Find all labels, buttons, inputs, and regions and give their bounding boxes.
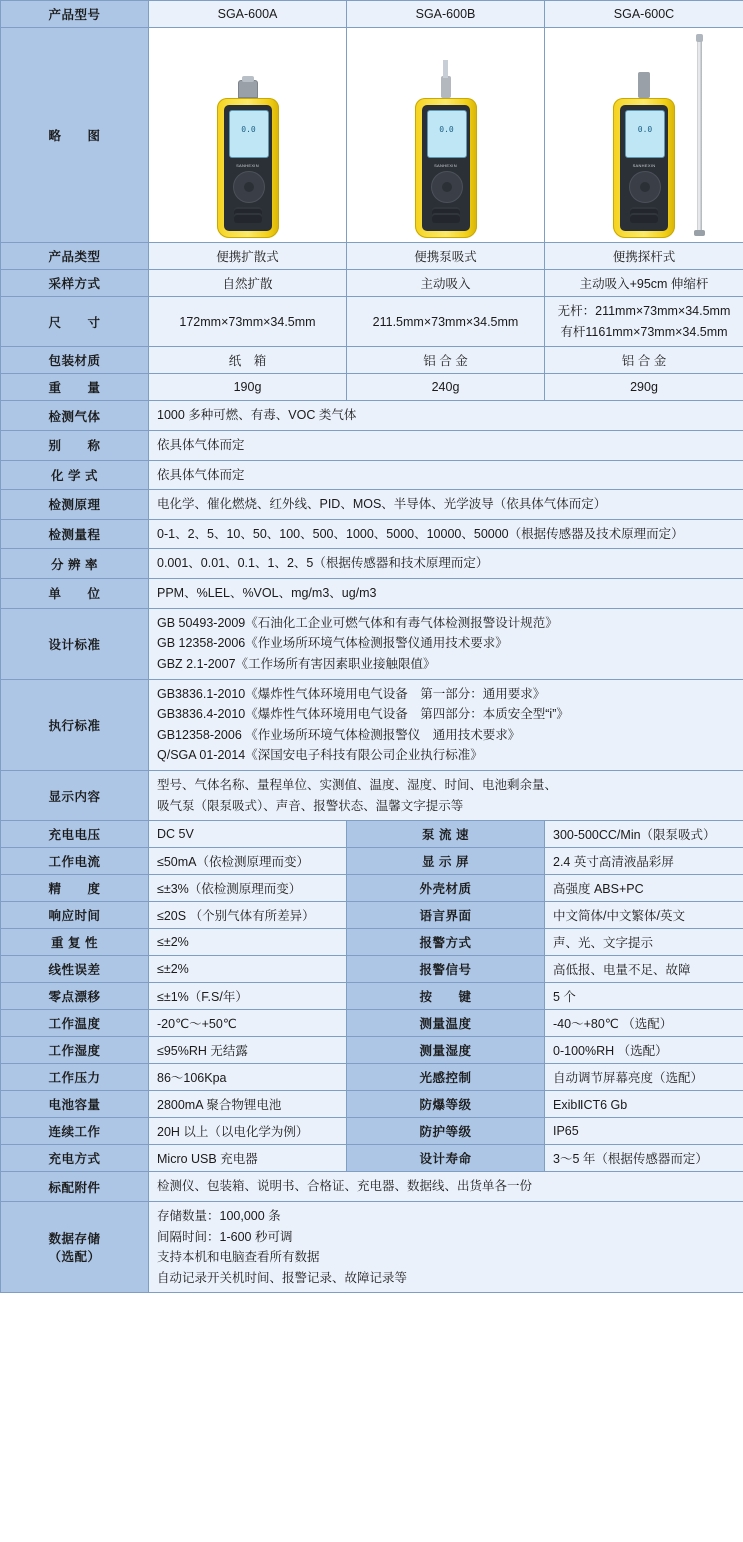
row-value: 依具体气体而定 [149,460,743,490]
brand-text-b: SANHEXIN [434,163,457,168]
table-row [1,549,743,579]
row-label: 尺 寸 [1,297,149,347]
product-image-b [347,28,545,243]
row-label-right: 外壳材质 [347,875,545,902]
row-value: 纸 箱 [149,347,347,374]
row-value: 1000 多种可燃、有毒、VOC 类气体 [149,401,743,431]
row-label-right: 报警方式 [347,929,545,956]
row-value: 便携扩散式 [149,243,347,270]
row-value: 型号、气体名称、量程单位、实测值、温度、湿度、时间、电池剩余量、 吸气泵（限泵吸式）、声音、报警状态、温馨文字提示等 [149,771,743,821]
row-label: 产品类型 [1,243,149,270]
table-row [1,848,743,875]
row-value-right: 高低报、电量不足、故障 [545,956,743,983]
row-label-left: 电池容量 [1,1091,149,1118]
table-row [1,679,743,771]
table-row [1,902,743,929]
table-row [1,519,743,549]
row-label-right: 测量湿度 [347,1037,545,1064]
table-row [1,460,743,490]
row-value: 0-1、2、5、10、50、100、500、1000、5000、10000、50000（根据传感器及技术原理而定） [149,519,743,549]
speaker-grill-a [234,207,262,223]
row-value: GB 50493-2009《石油化工企业可燃气体和有毒气体检测报警设计规范》 GB 12358-2006《作业场所环境气体检测报警仪通用技术要求》 GBZ 2.1-2007《工作场所有害因素职业接触限值》 [149,608,743,679]
row-value: 190g [149,374,347,401]
table-row [1,983,743,1010]
row-value-right: 高强度 ABS+PC [545,875,743,902]
row-value-right: 2.4 英寸高清液晶彩屏 [545,848,743,875]
table-row [1,1010,743,1037]
extension-probe-icon [697,38,702,234]
row-label-left: 零点漂移 [1,983,149,1010]
device-screen-a [229,110,269,158]
row-value: 240g [347,374,545,401]
device-probe [612,98,676,238]
row-label-left: 连续工作 [1,1118,149,1145]
row-label: 检测原理 [1,490,149,520]
row-value: 便携探杆式 [545,243,743,270]
pump-nozzle-icon [441,76,451,98]
row-label-right: 防护等级 [347,1118,545,1145]
row-label-left: 线性误差 [1,956,149,983]
row-label-left: 工作湿度 [1,1037,149,1064]
row-value-right: 声、光、文字提示 [545,929,743,956]
table-row [1,821,743,848]
table-row [1,374,743,401]
row-label-left: 重 复 性 [1,929,149,956]
row-value: 便携泵吸式 [347,243,545,270]
row-value: GB3836.1-2010《爆炸性气体环境用电气设备 第一部分：通用要求》 GB3836.4-2010《爆炸性气体环境用电气设备 第四部分：本质安全型“i”》 GB12358-2006 《作业场所环境气体检测报警仪 通用技术要求》 Q/SGA 01-2014《深国安电子科技有限公司企业执行标准》 [149,679,743,771]
table-row [1,1091,743,1118]
row-label-left: 工作压力 [1,1064,149,1091]
row-value-left: ≤95%RH 无结露 [149,1037,347,1064]
table-row [1,430,743,460]
brand-text-a: SANHEXIN [236,163,259,168]
row-value-left: ≤±2% [149,929,347,956]
keypad-icon-a [233,171,265,203]
table-row [1,875,743,902]
row-label: 重 量 [1,374,149,401]
row-value-right: IP65 [545,1118,743,1145]
product-image-a [149,28,347,243]
table-row [1,771,743,821]
model-c: SGA-600C [545,1,743,28]
table-row [1,401,743,431]
screen-reading-a: 0.0 [241,125,256,134]
screen-reading-b: 0.0 [439,125,454,134]
row-label-left: 精 度 [1,875,149,902]
speaker-grill-b [432,207,460,223]
row-value: 铝 合 金 [347,347,545,374]
table-row-images [1,28,743,243]
probe-nozzle-icon [638,72,650,98]
product-image-c [545,28,743,243]
row-value-right: 自动调节屏幕亮度（选配） [545,1064,743,1091]
row-value: PPM、%LEL、%VOL、mg/m3、ug/m3 [149,579,743,609]
row-label-left: 工作电流 [1,848,149,875]
row-label-right: 光感控制 [347,1064,545,1091]
table-row [1,929,743,956]
screen-reading-c: 0.0 [637,125,653,134]
row-label-sketch: 略 图 [1,28,149,243]
row-label: 采样方式 [1,270,149,297]
row-value-left: Micro USB 充电器 [149,1145,347,1172]
row-label: 单 位 [1,579,149,609]
table-row [1,579,743,609]
table-row [1,1037,743,1064]
row-label-right: 泵 流 速 [347,821,545,848]
row-label: 执行标准 [1,679,149,771]
speaker-grill-c [630,207,658,223]
row-label: 数据存储 （选配） [1,1201,149,1293]
row-label: 化 学 式 [1,460,149,490]
row-value-right: -40～+80℃ （选配） [545,1010,743,1037]
row-value: 主动吸入 [347,270,545,297]
sensor-cap-icon [238,80,258,98]
row-label: 检测量程 [1,519,149,549]
row-value-left: 86～106Kpa [149,1064,347,1091]
row-value: 主动吸入+95cm 伸缩杆 [545,270,743,297]
row-label: 包装材质 [1,347,149,374]
row-label-right: 测量温度 [347,1010,545,1037]
row-value: 检测仪、包装箱、说明书、合格证、充电器、数据线、出货单各一份 [149,1172,743,1202]
row-label-right: 报警信号 [347,956,545,983]
table-row [1,1145,743,1172]
row-value: 无杆：211mm×73mm×34.5mm 有杆1161mm×73mm×34.5mm [545,297,743,347]
row-label-right: 防爆等级 [347,1091,545,1118]
row-value-right: ExibⅡCT6 Gb [545,1091,743,1118]
row-label: 别 称 [1,430,149,460]
row-value-right: 中文简体/中文繁体/英文 [545,902,743,929]
row-value: 0.001、0.01、0.1、1、2、5（根据传感器和技术原理而定） [149,549,743,579]
row-value: 电化学、催化燃烧、红外线、PID、MOS、半导体、光学波导（依具体气体而定） [149,490,743,520]
row-label: 显示内容 [1,771,149,821]
row-value: 存储数量：100,000 条 间隔时间：1-600 秒可调 支持本机和电脑查看所有数据 自动记录开关机时间、报警记录、故障记录等 [149,1201,743,1293]
row-label-model: 产品型号 [1,1,149,28]
device-screen-b [427,110,467,158]
row-value-right: 3～5 年（根据传感器而定） [545,1145,743,1172]
row-label: 分 辨 率 [1,549,149,579]
row-label: 标配附件 [1,1172,149,1202]
model-b: SGA-600B [347,1,545,28]
table-row [1,270,743,297]
row-value-right: 300-500CC/Min（限泵吸式） [545,821,743,848]
row-value: 铝 合 金 [545,347,743,374]
row-value: 172mm×73mm×34.5mm [149,297,347,347]
row-value: 依具体气体而定 [149,430,743,460]
device-screen-c [625,110,665,158]
row-label-right: 设计寿命 [347,1145,545,1172]
device-pump [414,98,478,238]
row-value-right: 5 个 [545,983,743,1010]
row-value-left: -20℃～+50℃ [149,1010,347,1037]
row-label: 检测气体 [1,401,149,431]
row-label-left: 充电电压 [1,821,149,848]
row-value: 211.5mm×73mm×34.5mm [347,297,545,347]
table-row [1,297,743,347]
table-row [1,490,743,520]
brand-text-c: SANHEXIN [632,163,656,168]
device-diffusion [216,98,280,238]
table-row [1,608,743,679]
table-row [1,347,743,374]
row-label-left: 充电方式 [1,1145,149,1172]
row-label-right: 显 示 屏 [347,848,545,875]
table-row [1,243,743,270]
table-row-model [1,1,743,28]
row-value-left: 20H 以上（以电化学为例） [149,1118,347,1145]
row-value: 自然扩散 [149,270,347,297]
row-value-left: ≤50mA（依检测原理而变） [149,848,347,875]
keypad-icon-c [629,171,661,203]
table-row [1,1064,743,1091]
table-row [1,1201,743,1293]
table-row [1,956,743,983]
row-value-right: 0-100%RH （选配） [545,1037,743,1064]
row-value-left: ≤±2% [149,956,347,983]
keypad-icon-b [431,171,463,203]
row-label-left: 工作温度 [1,1010,149,1037]
row-label-left: 响应时间 [1,902,149,929]
table-row [1,1172,743,1202]
row-value-left: ≤±3%（依检测原理而变） [149,875,347,902]
row-label-right: 按 键 [347,983,545,1010]
row-label: 设计标准 [1,608,149,679]
row-value-left: ≤20S （个别气体有所差异） [149,902,347,929]
row-label-right: 语言界面 [347,902,545,929]
row-value-left: ≤±1%（F.S/年） [149,983,347,1010]
table-row [1,1118,743,1145]
row-value: 290g [545,374,743,401]
row-value-left: 2800mA 聚合物锂电池 [149,1091,347,1118]
row-value-left: DC 5V [149,821,347,848]
model-a: SGA-600A [149,1,347,28]
